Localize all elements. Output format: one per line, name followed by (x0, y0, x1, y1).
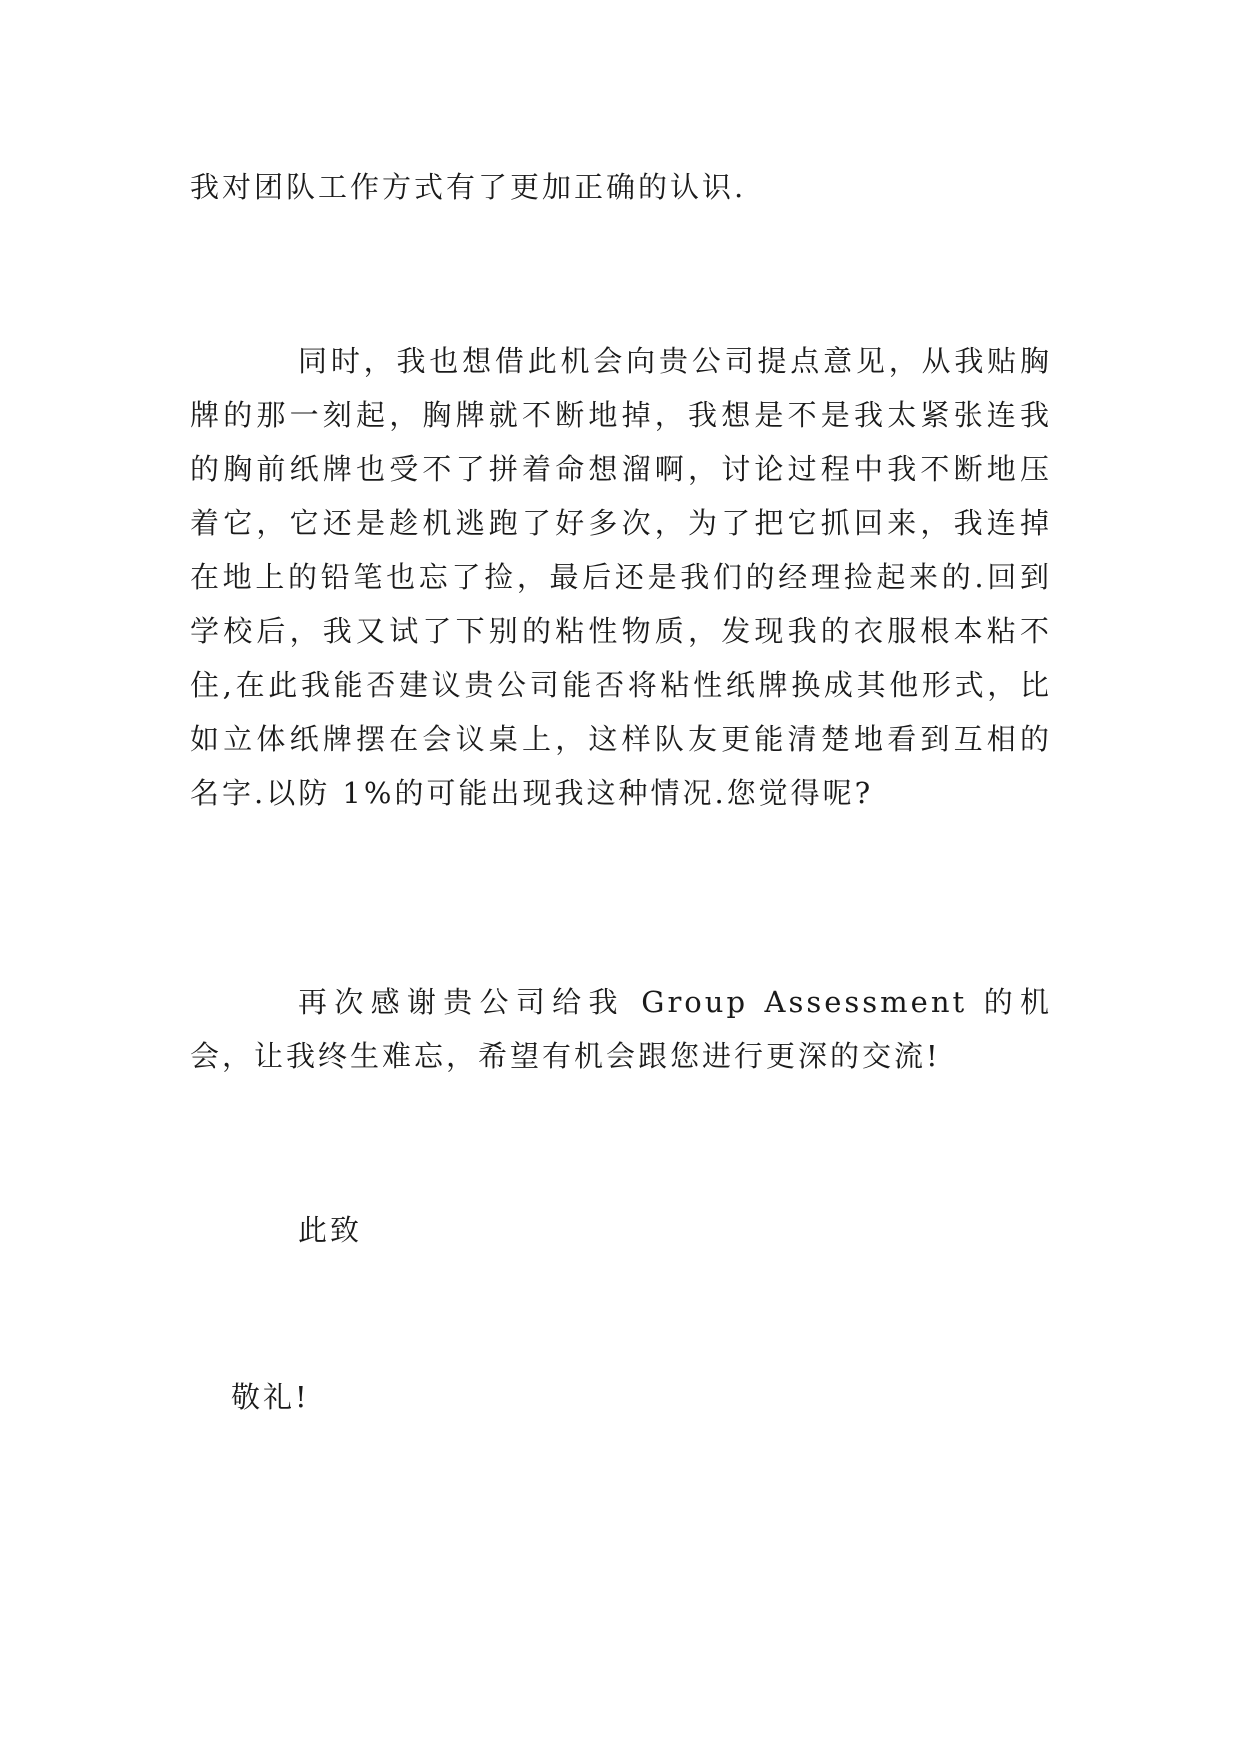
paragraph-thanks: 再次感谢贵公司给我 Group Assessment 的机会，让我终生难忘，希望有机会跟您进行更深的交流! (190, 985, 1052, 1073)
closing-regards: 敬礼! (231, 1380, 310, 1414)
paragraph-team-work: 我对团队工作方式有了更加正确的认识. (190, 170, 747, 204)
closing-salutation: 此致 (298, 1213, 363, 1247)
paragraph-suggestion: 同时，我也想借此机会向贵公司提点意见，从我贴胸牌的那一刻起，胸牌就不断地掉，我想是不是我太紧张连我的胸前纸牌也受不了拼着命想溜啊，讨论过程中我不断地压着它，它还是趁机逃跑了好多次，为了把它抓回来，我连掉在地上的铅笔也忘了捡，最后还是我们的经理捡起来的.回到学校后，我又试了下别的粘性物质，发现我的衣服根本粘不住,在此我能否建议贵公司能否将粘性纸牌换成其他形式，比如立体纸牌摆在会议桌上，这样队友更能清楚地看到互相的名字.以防 1%的可能出现我这种情况.您觉得呢? (190, 344, 1052, 810)
